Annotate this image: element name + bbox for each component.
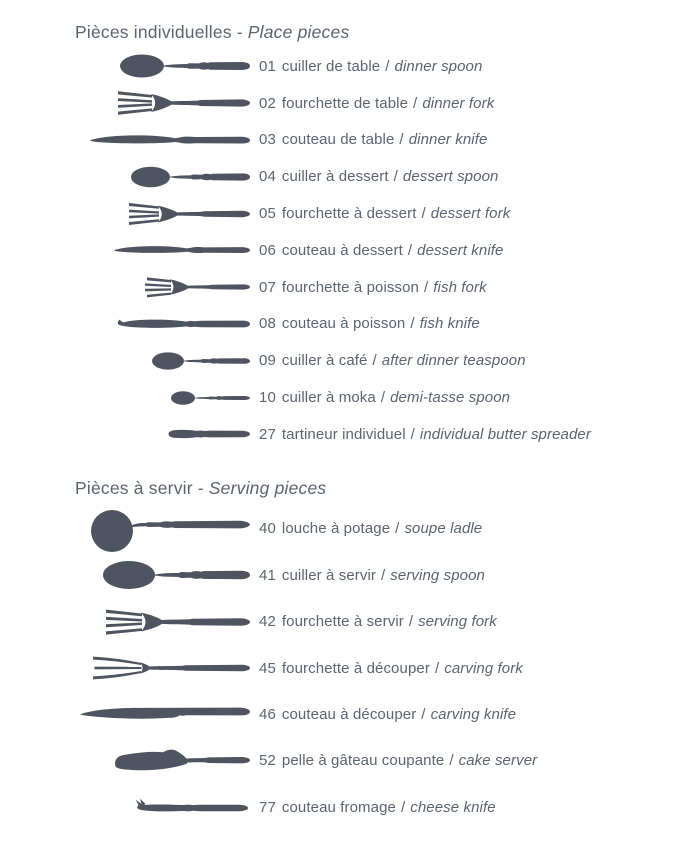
label-separator: /: [399, 131, 404, 149]
label-separator: /: [393, 168, 398, 186]
piece-label: [259, 660, 523, 677]
piece-label: [259, 352, 526, 369]
piece-name-english: individual butter spreader: [419, 425, 591, 443]
piece-name-french: fourchette à dessert: [281, 205, 417, 223]
label-separator: /: [407, 241, 413, 259]
piece-name-english: dessert knife: [417, 241, 504, 259]
label-separator: /: [410, 315, 415, 333]
piece-name-english: dinner knife: [408, 131, 488, 149]
piece-row-02: [0, 85, 674, 122]
piece-name-french: cuiller de table: [281, 57, 381, 75]
piece-name-french: tartineur individuel: [281, 425, 406, 443]
label-separator: /: [380, 389, 386, 407]
piece-row-05: [0, 195, 674, 232]
piece-name-french: couteau fromage: [281, 798, 396, 816]
piece-row-42: [0, 599, 674, 645]
piece-label: [259, 799, 496, 816]
serving-fork-icon: [0, 607, 250, 637]
piece-row-06: [0, 232, 674, 269]
piece-label: [259, 752, 537, 769]
label-separator: /: [449, 752, 454, 770]
label-separator: /: [395, 520, 400, 538]
piece-name-english: dessert fork: [430, 205, 511, 223]
piece-code: 07: [259, 278, 276, 296]
label-separator: /: [381, 566, 386, 584]
piece-label: [259, 706, 516, 723]
piece-name-french: fourchette à découper: [281, 659, 430, 677]
label-separator: /: [408, 613, 414, 631]
dessert-fork-icon: [0, 201, 250, 227]
section-title: [75, 477, 674, 499]
piece-code: 77: [259, 798, 276, 816]
piece-name-french: couteau à poisson: [281, 315, 406, 333]
piece-row-45: [0, 645, 674, 691]
piece-name-english: fish knife: [419, 315, 480, 333]
dinner-fork-icon: [0, 89, 250, 117]
section-title: [75, 21, 674, 43]
piece-label: [259, 168, 498, 185]
piece-label: [259, 131, 487, 148]
label-separator: /: [413, 94, 418, 112]
piece-row-40: [0, 506, 674, 552]
piece-code: 02: [259, 94, 276, 112]
label-separator: /: [434, 659, 440, 677]
piece-code: 05: [259, 205, 276, 223]
piece-code: 52: [259, 752, 276, 770]
piece-name-english: cake server: [458, 752, 538, 770]
piece-label: [259, 567, 485, 584]
piece-name-french: cuiller à moka: [281, 389, 376, 407]
label-separator: /: [372, 352, 377, 370]
piece-code: 46: [259, 706, 276, 724]
piece-list: [0, 506, 674, 831]
piece-name-french: cuiller à dessert: [281, 168, 389, 186]
piece-label: [259, 520, 482, 537]
piece-row-03: [0, 122, 674, 159]
piece-code: 09: [259, 352, 276, 370]
piece-name-french: cuiller à café: [281, 352, 368, 370]
piece-code: 06: [259, 241, 276, 259]
piece-name-french: couteau de table: [281, 131, 395, 149]
piece-name-english: dinner fork: [422, 94, 495, 112]
dessert-knife-icon: [0, 243, 250, 257]
piece-code: 04: [259, 168, 276, 186]
piece-name-english: demi-tasse spoon: [390, 389, 511, 407]
piece-row-77: [0, 784, 674, 830]
soup-ladle-icon: [0, 506, 250, 552]
butter-spreader-icon: [0, 428, 250, 440]
label-separator: /: [385, 57, 390, 75]
dinner-spoon-icon: [0, 53, 250, 79]
cheese-knife-icon: [0, 798, 250, 816]
piece-name-english: serving fork: [418, 613, 497, 631]
carving-fork-icon: [0, 654, 250, 682]
piece-row-01: [0, 48, 674, 85]
piece-name-english: dinner spoon: [394, 57, 483, 75]
piece-section-serving-pieces: [0, 477, 674, 831]
piece-name-french: fourchette à poisson: [281, 278, 419, 296]
piece-name-french: pelle à gâteau coupante: [281, 752, 445, 770]
carving-knife-icon: [0, 704, 250, 726]
piece-label: [259, 58, 482, 75]
piece-name-french: fourchette à servir: [281, 613, 404, 631]
piece-label: [259, 315, 480, 332]
piece-row-10: [0, 379, 674, 416]
section-title-french: Pièces individuelles: [75, 22, 232, 42]
piece-code: 45: [259, 659, 276, 677]
label-separator: /: [421, 706, 426, 724]
section-title-english: Place pieces: [247, 22, 350, 42]
piece-name-french: louche à potage: [281, 520, 391, 538]
dinner-knife-icon: [0, 132, 250, 148]
piece-code: 42: [259, 613, 276, 631]
section-title-french: Pièces à servir: [75, 477, 193, 498]
piece-name-english: soupe ladle: [404, 520, 483, 538]
piece-name-english: serving spoon: [390, 566, 485, 584]
piece-label: [259, 389, 510, 406]
piece-row-08: [0, 306, 674, 343]
piece-label: [259, 613, 497, 630]
fish-knife-icon: [0, 316, 250, 332]
section-title-divider: -: [236, 22, 243, 42]
piece-code: 27: [259, 425, 276, 443]
piece-label: [259, 279, 487, 296]
piece-name-english: cheese knife: [410, 798, 496, 816]
label-separator: /: [400, 798, 406, 816]
piece-code: 08: [259, 315, 276, 333]
piece-name-english: dessert spoon: [402, 168, 499, 186]
coffee-spoon-icon: [0, 351, 250, 371]
piece-label: [259, 242, 503, 259]
piece-row-09: [0, 342, 674, 379]
cake-server-icon: [0, 745, 250, 777]
piece-name-english: carving knife: [430, 706, 517, 724]
piece-row-04: [0, 158, 674, 195]
label-separator: /: [410, 425, 415, 443]
piece-label: [259, 426, 591, 443]
piece-code: 01: [259, 57, 276, 75]
piece-name-french: couteau à découper: [281, 706, 417, 724]
serving-spoon-icon: [0, 559, 250, 591]
piece-row-52: [0, 738, 674, 784]
moka-spoon-icon: [0, 390, 250, 406]
section-title-english: Serving pieces: [208, 477, 327, 498]
piece-name-french: couteau à dessert: [281, 241, 403, 259]
piece-name-english: after dinner teaspoon: [381, 352, 526, 370]
piece-label: [259, 205, 510, 222]
dessert-spoon-icon: [0, 165, 250, 189]
piece-row-07: [0, 269, 674, 306]
label-separator: /: [421, 205, 426, 223]
piece-code: 10: [259, 389, 276, 407]
piece-code: 41: [259, 566, 276, 584]
piece-code: 03: [259, 131, 276, 149]
piece-label: [259, 95, 494, 112]
piece-list: [0, 48, 674, 453]
piece-name-french: cuiller à servir: [281, 566, 377, 584]
sections-root: [0, 21, 674, 831]
piece-row-27: [0, 416, 674, 453]
piece-section-place-pieces: [0, 21, 674, 453]
piece-row-41: [0, 552, 674, 598]
section-title-divider: -: [197, 477, 204, 498]
piece-row-46: [0, 691, 674, 737]
piece-name-english: carving fork: [444, 659, 523, 677]
label-separator: /: [423, 278, 429, 296]
piece-name-french: fourchette de table: [281, 94, 409, 112]
fish-fork-icon: [0, 275, 250, 299]
piece-name-english: fish fork: [433, 278, 487, 296]
piece-code: 40: [259, 520, 276, 538]
